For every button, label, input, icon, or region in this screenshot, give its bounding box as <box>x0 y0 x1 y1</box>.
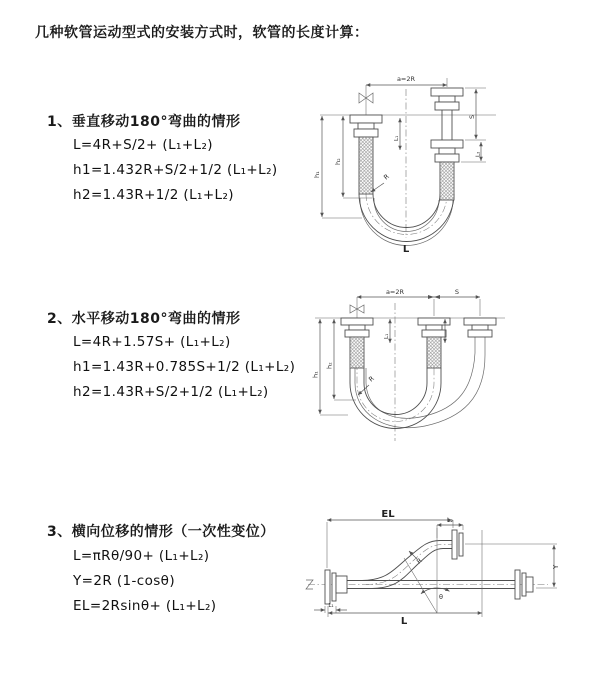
dim-mid-arrows <box>428 295 440 299</box>
section-1-formula-L: L=4R+S/2+ (L₁+L₂) <box>73 137 213 153</box>
hose-position-1 <box>359 194 454 242</box>
dim-h1-label: h₁ <box>311 371 320 378</box>
dim-l2-label: L₂ <box>446 516 454 524</box>
dim-l-label: L <box>400 616 408 627</box>
dim-el-label: EL <box>381 509 395 520</box>
diagram-horizontal-180-bend <box>310 283 600 473</box>
right-pipe-fitting <box>431 88 463 200</box>
radius-label: R <box>367 374 376 384</box>
dim-l2-label: L₂ <box>475 151 482 157</box>
dim-y-label: Y <box>552 564 560 569</box>
left-flange <box>325 570 347 604</box>
radius-reference-line <box>404 558 437 613</box>
section-3-heading: 3、横向位移的情形（一次性变位） <box>47 524 275 540</box>
section-3-formula-Y: Y=2R (1-cosθ) <box>73 573 175 589</box>
dim-s-label: S <box>454 288 460 296</box>
section-1-formula-h1: h1=1.432R+S/2+1/2 (L₁+L₂) <box>73 162 278 178</box>
hose-displaced-position <box>355 337 485 428</box>
dim-a2r-label: a=2R <box>385 288 405 296</box>
section-3-formula-L: L=πRθ/90+ (L₁+L₂) <box>73 548 210 564</box>
upper-flange-displaced <box>452 530 463 559</box>
section-2-formula-h1: h1=1.43R+0.785S+1/2 (L₁+L₂) <box>73 359 296 375</box>
section-2-heading: 2、水平移动180°弯曲的情形 <box>47 311 241 327</box>
valve-icon <box>350 297 364 318</box>
dim-h2-label: h₂ <box>325 362 334 369</box>
length-label: L <box>402 244 410 255</box>
left-pipe-fitting <box>341 318 373 368</box>
section-2-formula-h2: h2=1.43R+S/2+1/2 (L₁+L₂) <box>73 384 269 400</box>
dim-l1-label: L₁ <box>394 135 400 141</box>
diagram-lateral-displacement <box>300 500 600 650</box>
dim-h1-label: h₁ <box>313 171 321 178</box>
radius-label: R <box>414 556 424 566</box>
section-2-formula-L: L=4R+1.57S+ (L₁+L₂) <box>73 334 231 350</box>
diagram-vertical-180-bend <box>310 62 600 262</box>
page-title: 几种软管运动型式的安装方式时，软管的长度计算： <box>35 25 369 41</box>
dim-l1-label: L₁ <box>384 333 390 339</box>
valve-icon <box>359 85 373 115</box>
dim-a2r-label: a=2R <box>396 75 416 83</box>
right-pipe-fitting <box>464 318 496 337</box>
section-1-heading: 1、垂直移动180°弯曲的情形 <box>47 114 241 130</box>
section-3-formula-EL: EL=2Rsinθ+ (L₁+L₂) <box>73 598 217 614</box>
section-1-formula-h2: h2=1.43R+1/2 (L₁+L₂) <box>73 187 234 203</box>
hose-displaced-position <box>362 541 455 589</box>
right-flange-original <box>515 570 533 599</box>
angle-label: θ <box>439 593 443 601</box>
dim-s-label: S <box>468 114 476 119</box>
radius-label: R <box>382 172 391 182</box>
dim-h2-label: h₂ <box>334 158 342 165</box>
hose-position-2 <box>360 198 453 246</box>
dim-l1-label: L₁ <box>328 603 334 609</box>
left-pipe-fitting <box>350 115 382 194</box>
hose-main-position <box>350 363 441 429</box>
